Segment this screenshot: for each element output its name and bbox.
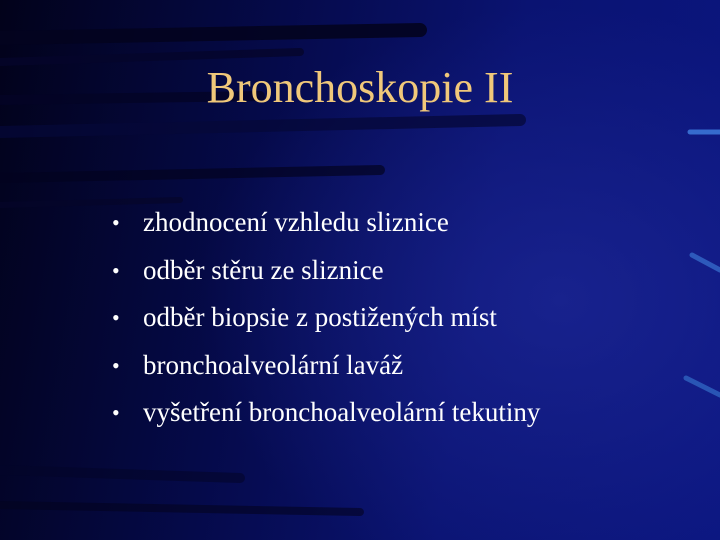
list-item bbox=[112, 389, 540, 437]
list-item-text: odběr biopsie z postižených míst bbox=[143, 302, 497, 332]
list-item-text: bronchoalveolární laváž bbox=[143, 349, 404, 380]
bullet-icon: • bbox=[112, 305, 120, 330]
list-item-text: odběr stěru ze sliznice bbox=[143, 254, 384, 285]
list-item bbox=[112, 294, 540, 342]
slide-title: Bronchoskopie II bbox=[206, 63, 514, 112]
bullet-icon: • bbox=[112, 352, 120, 378]
list-item-text: vyšetření bronchoalveolární tekutiny bbox=[143, 397, 541, 427]
bullet-icon: • bbox=[112, 257, 120, 283]
bullet-list bbox=[112, 199, 540, 437]
bullet-icon: • bbox=[112, 210, 120, 235]
bullet-icon: • bbox=[112, 400, 120, 425]
list-item bbox=[112, 247, 540, 295]
list-item-text: zhodnocení vzhledu sliznice bbox=[143, 207, 449, 237]
list-item bbox=[112, 199, 540, 247]
list-item bbox=[112, 342, 540, 390]
